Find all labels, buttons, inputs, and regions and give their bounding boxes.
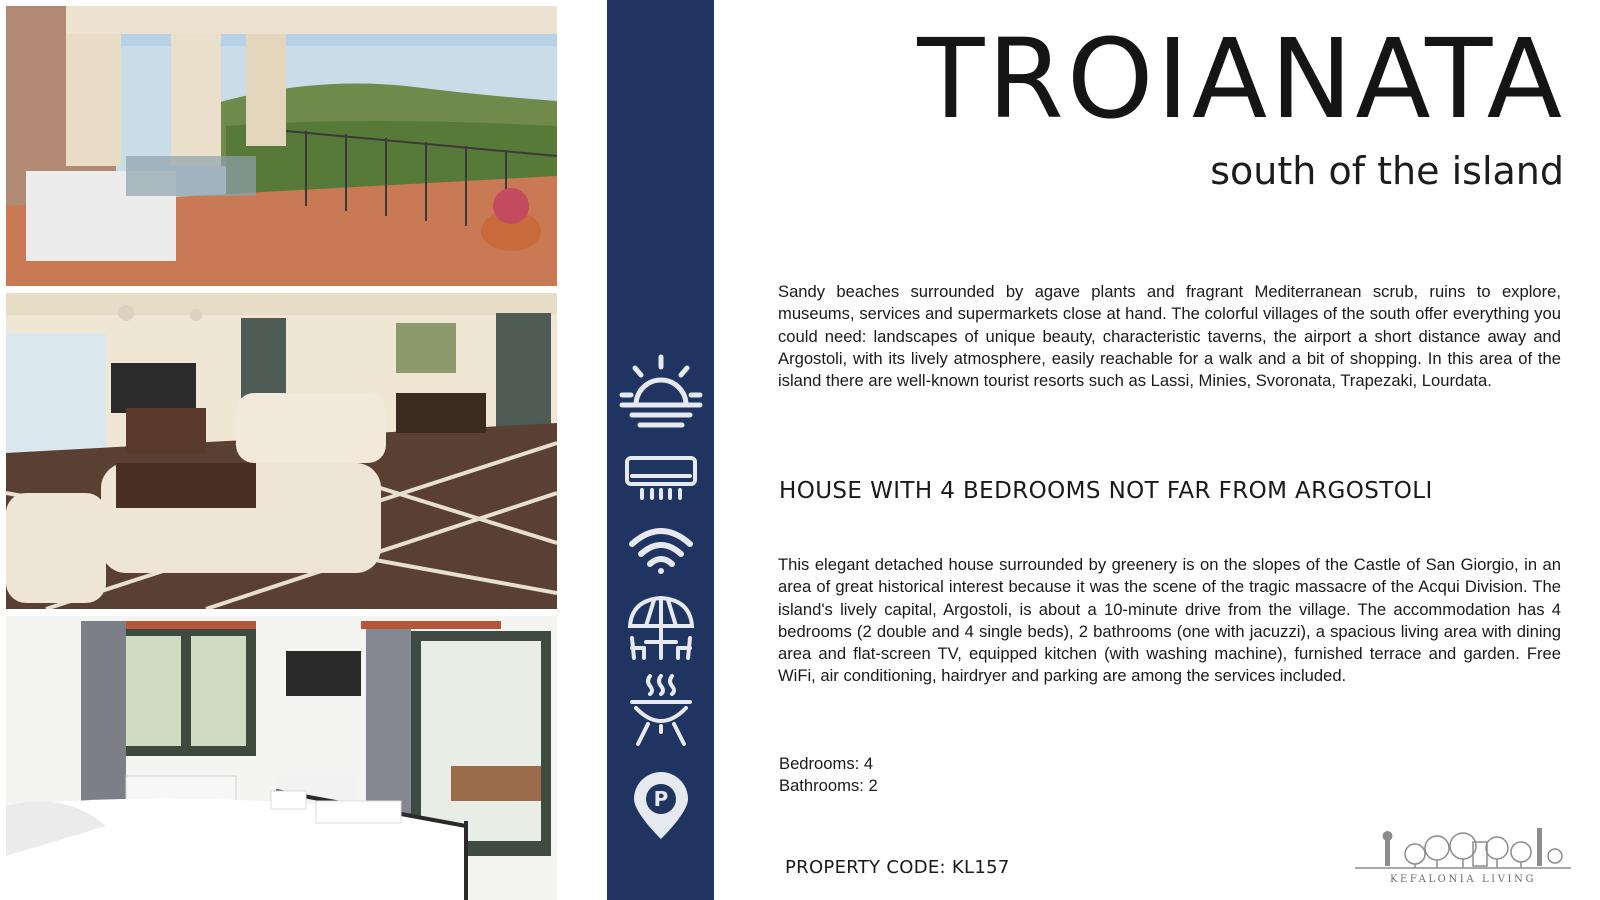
terrace-photo-image [6, 6, 557, 286]
property-heading: HOUSE WITH 4 BEDROOMS NOT FAR FROM ARGOSTOLI [779, 478, 1433, 504]
bedroom-photo-image [6, 616, 557, 900]
bedrooms-count: Bedrooms: 4 [779, 754, 874, 773]
intro-paragraph: Sandy beaches surrounded by agave plants and fragrant Mediterranean scrub, ruins to explore, museums, services and supermarkets close at hand. The colorful villages of the south offer everything you could need: landscapes of unique beauty, characteristic taverns, the airport a short distance away and Argostoli, with its lively atmosphere, easily reachable for a walk and a bit of shopping. In this area of the island there are well-known tourist resorts such as Lassi, Minies, Svoronata, Trapezaki, Lourdata. [778, 282, 1561, 391]
terrace-photo [6, 6, 557, 286]
barbecue-icon [628, 672, 694, 748]
bathrooms-count: Bathrooms: 2 [779, 776, 878, 796]
amenities-band [607, 0, 714, 900]
property-code: PROPERTY CODE: KL157 [785, 857, 1010, 878]
terrace-amenity [607, 594, 714, 662]
parking-letter: P [653, 787, 668, 811]
wifi-icon [626, 524, 696, 576]
air-conditioner-icon [624, 455, 698, 501]
page-subtitle: south of the island [1210, 149, 1564, 193]
sunset-icon [618, 353, 704, 433]
property-facts [779, 753, 878, 798]
wifi-amenity [607, 524, 714, 576]
umbrella-table-icon [626, 594, 696, 662]
parking-amenity [607, 771, 714, 841]
logo-text: KEFALONIA LIVING [1389, 874, 1537, 885]
page-title: TROIANATA [917, 15, 1565, 143]
air-conditioning-amenity [607, 455, 714, 501]
sunset-amenity [607, 353, 714, 433]
brand-logo [1355, 826, 1571, 888]
living-room-photo [6, 293, 557, 609]
living-room-photo-image [6, 293, 557, 609]
bbq-amenity [607, 672, 714, 748]
bedroom-photo [6, 616, 557, 900]
village-trees-logo [1355, 826, 1571, 872]
property-description: This elegant detached house surrounded by greenery is on the slopes of the Castle of San Giorgio, in an area of great historical interest because it was the scene of the tragic massacre of the Acqui Division. The island's lively capital, Argostoli, is about a 10-minute drive from the village. The accommodation has 4 bedrooms (2 double and 4 single beds), 2 bathrooms (one with jacuzzi), a spacious living area with dining area and flat-screen TV, equipped kitchen (with washing machine), furnished terrace and garden. Free WiFi, air conditioning, hairdryer and parking are among the services included. [778, 555, 1561, 686]
parking-pin-icon [630, 771, 692, 841]
